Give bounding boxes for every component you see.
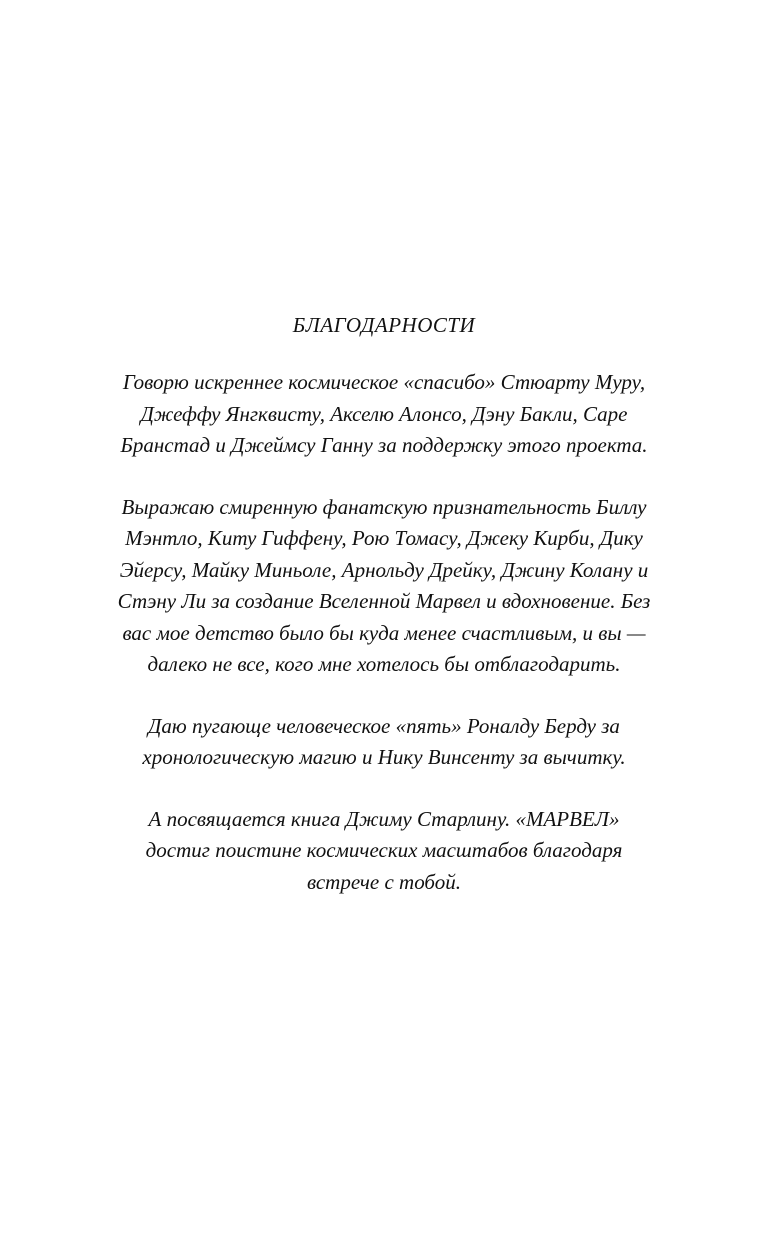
acknowledgements-section (90, 308, 678, 928)
text-line: Мэнтло, Киту Гиффену, Рою Томасу, Джеку Кирби, Дику (125, 526, 643, 550)
text-line: Говорю искреннее космическое «спасибо» Стюарту Муру, (122, 370, 646, 394)
text-line: Джеффу Янгквисту, Акселю Алонсо, Дэну Бакли, Саре (140, 401, 628, 426)
text-line: далеко не все, кого мне хотелось бы отблагодарить. (147, 652, 621, 676)
text-line: Стэну Ли за создание Вселенной Марвел и вдохновение. Без (117, 589, 651, 613)
text-line: Бранстад и Джеймсу Ганну за поддержку этого проекта. (120, 433, 648, 457)
text-line: вас мое детство было бы куда менее счастливым, и вы — (122, 620, 646, 645)
dedication-paragraph (90, 804, 678, 899)
page-title: БЛАГОДАРНОСТИ (292, 313, 476, 337)
acknowledgement-paragraph-2 (90, 492, 678, 681)
text-line: встрече с тобой. (307, 869, 461, 894)
text-line: Выражаю смиренную фанатскую признательность Биллу (121, 494, 647, 519)
text-line: Эйерсу, Майку Миньоле, Арнольду Дрейку, Джину Колану и (119, 557, 649, 582)
acknowledgement-paragraph-1 (90, 367, 678, 462)
acknowledgement-paragraph-3 (90, 711, 678, 774)
text-line: достиг поистине космических масштабов благодаря (145, 838, 623, 862)
text-line: хронологическую магию и Нику Винсенту за вычитку. (142, 745, 626, 769)
text-line: Даю пугающе человеческое «пять» Роналду Берду за (148, 713, 620, 738)
text-line: А посвящается книга Джиму Старлину. «МАРВЕЛ» (148, 806, 620, 831)
